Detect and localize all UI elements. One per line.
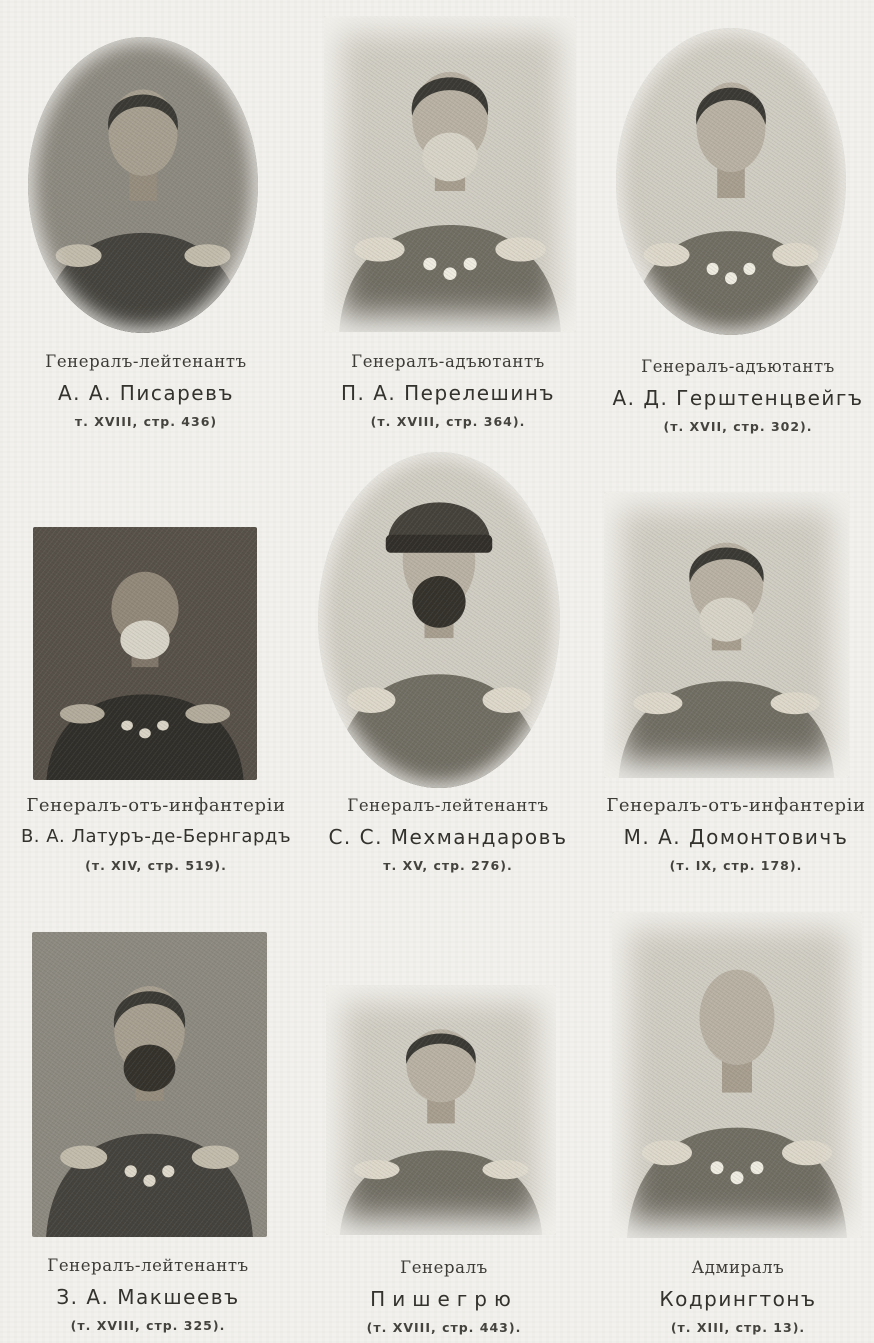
- reference-label: (т. XIII, стр. 13).: [670, 1320, 806, 1335]
- reference-label: т. XV, стр. 276).: [383, 858, 513, 873]
- figure-caption: [14, 1256, 282, 1334]
- figure-caption: [316, 352, 580, 430]
- portrait-image: [28, 37, 258, 333]
- portrait-image: [604, 492, 849, 778]
- name-label: Пишегрю: [370, 1287, 518, 1311]
- reference-label: (т. XVIII, стр. 364).: [370, 414, 526, 429]
- rank-label: Адмиралъ: [691, 1258, 785, 1277]
- portrait-image: [616, 28, 846, 335]
- portrait-image: [612, 912, 862, 1238]
- bust-illustration: [326, 985, 556, 1235]
- portrait-image: [32, 932, 267, 1237]
- rank-label: Генералъ-адъютантъ: [351, 352, 545, 371]
- bust-illustration: [324, 16, 576, 332]
- rank-label: Генералъ-лейтенантъ: [47, 1256, 249, 1275]
- reference-label: (т. IX, стр. 178).: [669, 858, 803, 873]
- name-label: П. А. Перелешинъ: [340, 381, 556, 405]
- rank-label: Генералъ-отъ-инфантеріи: [26, 795, 286, 816]
- name-label: А. А. Писаревъ: [58, 381, 234, 405]
- bust-illustration: [28, 37, 258, 333]
- reference-label: (т. XVII, стр. 302).: [663, 419, 813, 434]
- rank-label: Генералъ-лейтенантъ: [347, 796, 549, 815]
- figure-caption: [314, 796, 582, 874]
- name-label: В. А. Латуръ-де-Бернгардъ: [20, 826, 292, 847]
- figure-caption: [602, 357, 874, 435]
- reference-label: (т. XVIII, стр. 443).: [366, 1320, 522, 1335]
- figure-caption: [8, 796, 304, 874]
- rank-label: Генералъ: [400, 1258, 488, 1277]
- portrait-image: [326, 985, 556, 1235]
- portrait-image: [33, 527, 257, 780]
- name-label: А. Д. Герштенцвейгъ: [612, 386, 864, 410]
- name-label: М. А. Домонтовичъ: [623, 825, 849, 849]
- figure-caption: [606, 1258, 870, 1336]
- bust-illustration: [616, 28, 846, 335]
- reference-label: (т. XIV, стр. 519).: [85, 858, 227, 873]
- rank-label: Генералъ-лейтенантъ: [45, 352, 247, 371]
- portrait-image: [324, 16, 576, 332]
- reference-label: (т. XVIII, стр. 325).: [70, 1318, 226, 1333]
- bust-illustration: [604, 492, 849, 778]
- portrait-image: [318, 452, 560, 788]
- bust-illustration: [32, 932, 267, 1237]
- bust-illustration: [318, 452, 560, 788]
- name-label: Кодрингтонъ: [659, 1287, 817, 1311]
- name-label: С. С. Мехмандаровъ: [328, 825, 568, 849]
- figure-caption: [318, 1258, 570, 1336]
- bust-illustration: [33, 527, 257, 780]
- bust-illustration: [612, 912, 862, 1238]
- figure-caption: [14, 352, 278, 430]
- rank-label: Генералъ-отъ-инфантеріи: [606, 795, 866, 816]
- figure-caption: [598, 796, 874, 874]
- name-label: З. А. Макшеевъ: [56, 1285, 240, 1309]
- rank-label: Генералъ-адъютантъ: [641, 357, 835, 376]
- reference-label: т. XVIII, стр. 436): [74, 414, 218, 429]
